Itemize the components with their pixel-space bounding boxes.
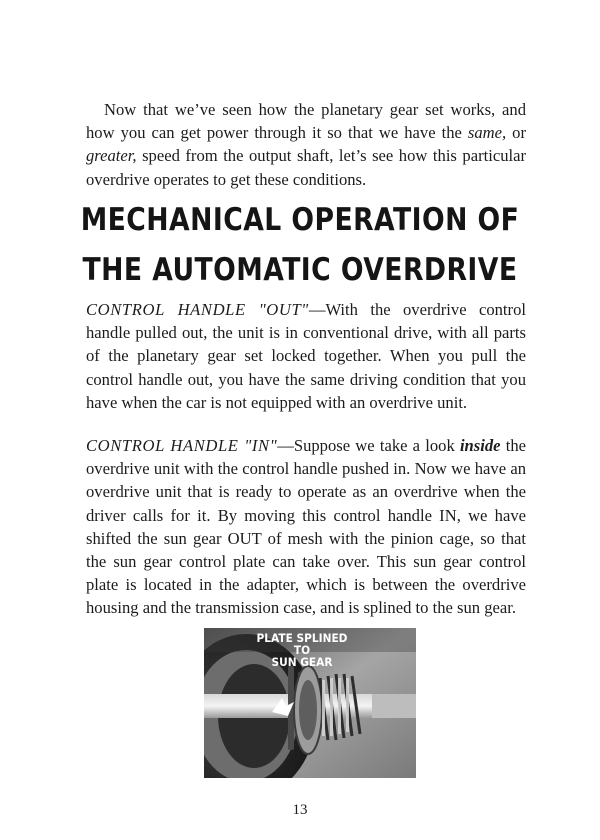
- control-handle-in-emphasis-inside: inside: [459, 436, 501, 455]
- section-heading-line-2: THE AUTOMATIC OVERDRIVE: [82, 252, 518, 288]
- control-handle-out-text: —With the overdrive control handle pulled out, the unit is in conventional drive, with all parts of the planetary gear set locked together. When you pull the control handle out, you have the same driving condition that you have when the car is not equipped with an overdrive unit.: [86, 300, 526, 412]
- photo-caption-line-2: SUN GEAR: [271, 655, 333, 669]
- intro-text-2: or: [506, 123, 526, 143]
- section-heading-line-1: MECHANICAL OPERATION OF: [80, 202, 520, 238]
- photo-caption-line-1: PLATE SPLINED TO: [256, 631, 348, 657]
- page-number: 13: [292, 802, 308, 818]
- intro-emphasis-greater: greater,: [86, 146, 137, 166]
- control-handle-in-lead: CONTROL HANDLE "IN": [86, 436, 278, 455]
- control-handle-in-paragraph: [86, 434, 526, 620]
- intro-emphasis-same: same,: [467, 123, 507, 143]
- control-handle-out-lead: CONTROL HANDLE "OUT": [86, 300, 309, 319]
- control-handle-out-paragraph: [86, 298, 526, 414]
- sun-gear-photo: [204, 628, 416, 778]
- control-handle-in-text-1: —Suppose we take a look: [277, 436, 460, 455]
- intro-text-1: Now that we’ve seen how the planetary gear set works, and how you can get power through it so that we have the: [86, 100, 526, 143]
- intro-text-3: speed from the output shaft, let’s see how this particular overdrive operates to get these conditions.: [86, 146, 526, 189]
- intro-paragraph: [86, 98, 526, 191]
- control-handle-in-text-2: the overdrive unit with the control handle pushed in. Now we have an overdrive unit that is ready to operate as an overdrive when the driver calls for it. By moving this control handle IN, we have shifted the sun gear OUT of mesh with the pinion cage, so that the sun gear control plate can take over. This sun gear control plate is located in the adapter, which is between the overdrive housing and the transmission case, and is splined to the sun gear.: [86, 436, 526, 618]
- photo-caption-label: [247, 632, 357, 668]
